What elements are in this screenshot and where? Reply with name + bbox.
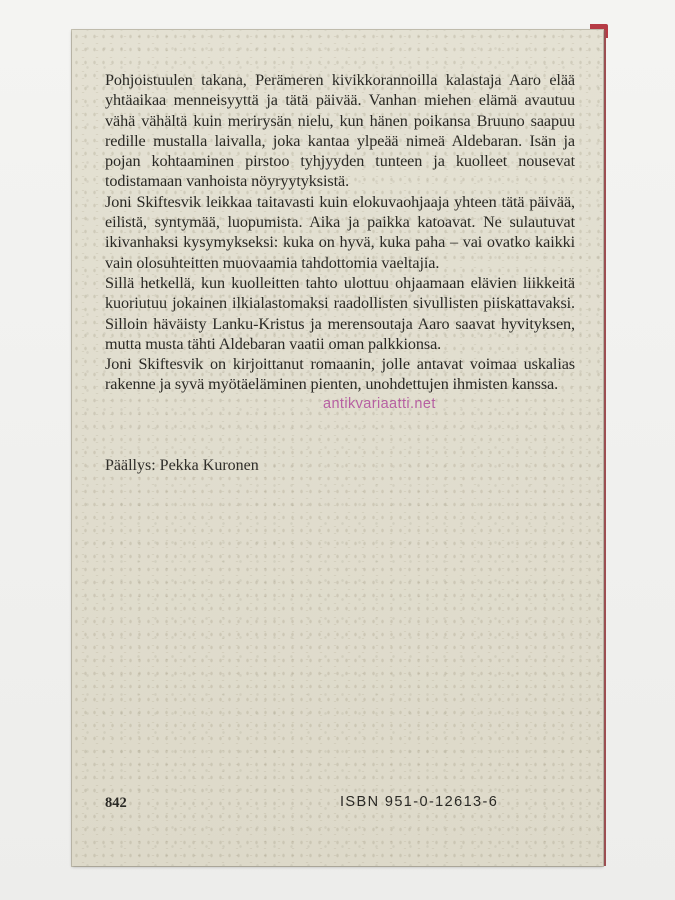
- blurb-paragraph-3: Sillä hetkellä, kun kuolleitten tahto ulottuu ohjaamaan elävien liikkeitä kuoriutuu jokainen ilkialastomaksi raadollisten sivullisten piiskattavaksi. Silloin häväisty Lanku-Kristus ja merensoutaja Aaro saavat hyvityksen, mutta musta tähti Aldebaran vaatii oman palkkionsa.: [105, 273, 575, 353]
- blurb-paragraph-1: Pohjoistuulen takana, Perämeren kivikkorannoilla kalastaja Aaro elää yhtäaikaa menneisyyttä ja tätä päivää. Vanhan miehen elämä avautuu vähä vähältä kuin merirysän nielu, kun hänen poikansa Bruuno saapuu redille mustalla laivalla, joka kantaa ylpeää nimeä Aldebaran. Isän ja pojan kohtaaminen pirstoo tyhjyyden tunteen ja kuolleet nousevat todistamaan vanhoista nöyryytyksistä.: [105, 71, 575, 191]
- blurb-paragraph-2: Joni Skiftesvik leikkaa taitavasti kuin elokuvaohjaaja yhteen tätä päivää, eilistä, syntymää, luopumista. Aika ja paikka katoavat. Ne sulautuvat ikivanhaksi kysymykseksi: kuka on hyvä, kuka paha – vai ovatko kaikki vain olosuhteitten muovaamia tahdottomia vaeltajia.: [105, 192, 575, 272]
- catalog-code: 842: [105, 795, 127, 811]
- blurb-text: [105, 70, 575, 395]
- isbn-number: ISBN 951-0-12613-6: [340, 794, 499, 810]
- blurb-paragraph-4: Joni Skiftesvik on kirjoittanut romaanin, jolle antavat voimaa uskalias rakenne ja syvä myötäeläminen pienten, unohdettujen ihmisten kanssa.: [105, 355, 575, 394]
- seller-watermark: antikvariaatti.net: [323, 396, 436, 412]
- cover-design-credit: Päällys: Pekka Kuronen: [105, 457, 259, 474]
